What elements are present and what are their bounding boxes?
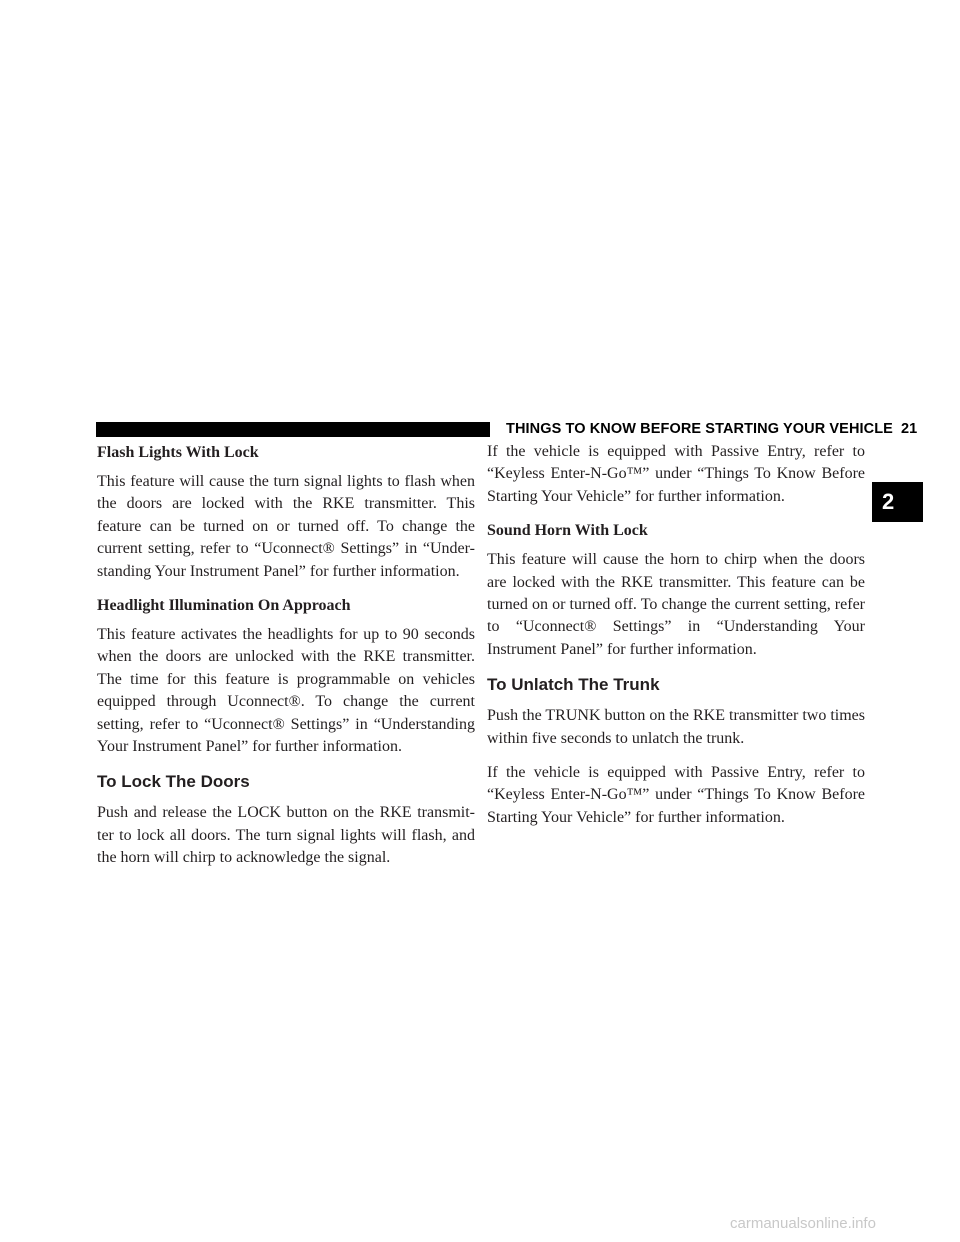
section-body-headlight-illumination: This feature activates the headlights for up to 90 seconds when the doors are unlocked with the RKE transmitter. The time for this feature is programmable on vehicles equipped through Uconnect®. To change the current setting, refer to “Uconnect® Settings” in “Understanding Your Instrument Panel” for further information. [97,626,475,756]
left-column [97,442,475,882]
section-heading-unlatch-trunk: To Unlatch The Trunk [487,675,660,695]
section-heading-sound-horn: Sound Horn With Lock [487,522,648,540]
section-body-flash-lights: This feature will cause the turn signal lights to flash when the doors are locked with the RKE transmitter. This feature can be turned on or turned off. To change the current setting, refer to “Uconnect® Settings” in “Under-standing Your Instrument Panel” for further information. [97,473,475,580]
page-number: 21 [900,421,918,437]
running-header [494,420,918,439]
section-heading-flash-lights: Flash Lights With Lock [97,444,259,461]
passive-entry-note: If the vehicle is equipped with Passive Entry, refer to “Keyless Enter-N-Go™” under “Things To Know Before Starting Your Vehicle” for further information. [487,443,865,505]
header-rule [96,422,490,437]
section-heading-headlight-illumination: Headlight Illumination On Approach [97,597,351,615]
header-title: THINGS TO KNOW BEFORE STARTING YOUR VEHICLE [506,421,893,437]
passive-entry-note-2: If the vehicle is equipped with Passive Entry, refer to “Keyless Enter-N-Go™” under “Things To Know Before Starting Your Vehicle” for further information. [487,764,865,826]
section-body-unlatch-trunk: Push the TRUNK button on the RKE transmitter two times within five seconds to unlatch the trunk. [487,707,865,747]
section-body-lock-doors: Push and release the LOCK button on the RKE transmit-ter to lock all doors. The turn signal lights will flash, and the horn will chirp to acknowledge the signal. [97,804,475,867]
chapter-tab: 2 [872,482,923,522]
section-heading-lock-doors: To Lock The Doors [97,772,250,792]
watermark: carmanualsonline.info [730,1215,876,1232]
section-body-sound-horn: This feature will cause the horn to chirp when the doors are locked with the RKE transmitter. This feature can be turned on or turned off. To change the current setting, refer to “Uconnect® Settings” in “Understanding Your Instrument Panel” for further information. [487,551,865,658]
right-column [487,442,865,841]
